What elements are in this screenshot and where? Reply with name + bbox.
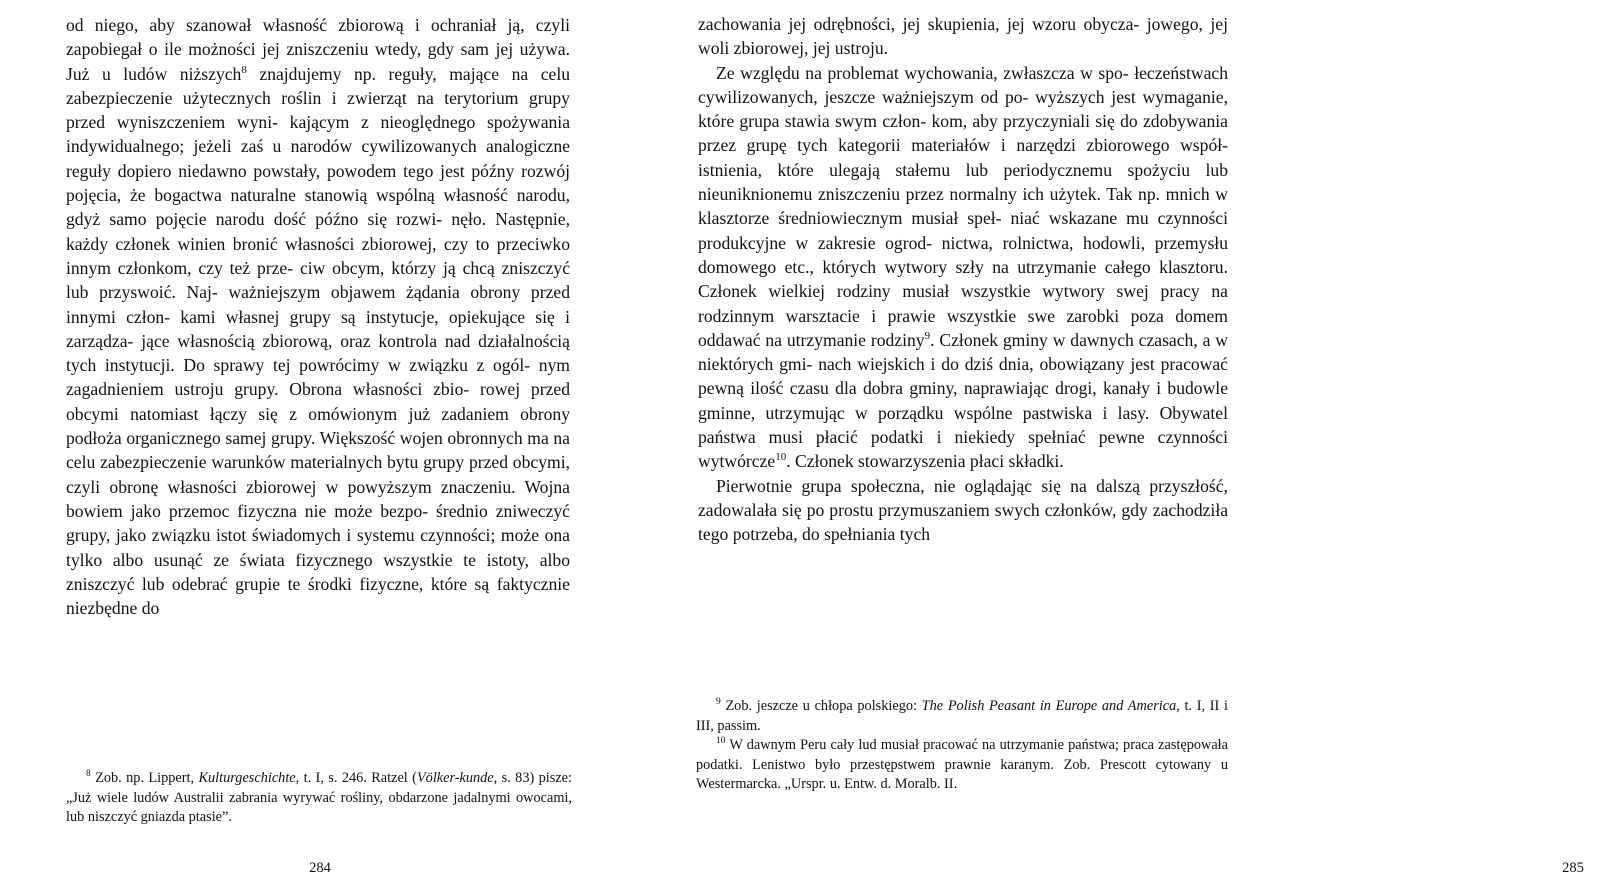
right-body-text (698, 12, 1228, 547)
text-line: obronę własności zbiorowej w powyższym znaczeniu. (109, 476, 516, 497)
left-paragraph (66, 13, 570, 620)
text-line: zachowania jej odrębności, jej skupienia, jej wzoru obycza- (698, 14, 1140, 34)
right-paragraph-3 (698, 474, 1228, 547)
text-line: sam jej używa. Już u ludów niższych (66, 39, 570, 84)
text-line-tail: znajdujemy np. (246, 63, 376, 84)
right-paragraph-1 (698, 12, 1228, 61)
text-line: i niekiedy spełniać pewne czynności wytwórcze (698, 427, 1228, 472)
text-line: czyli zapobiegał o ile możności jej zniszczeniu wtedy, gdy (66, 15, 570, 60)
footnote-marker: 9 (716, 697, 721, 707)
footnote-ref-9[interactable]: 9 (924, 329, 931, 342)
text-line: pastwiska i lasy. Obywatel państwa musi płacić podatki (698, 402, 1228, 448)
text-line: i zwierząt na terytorium grupy przed wyniszczeniem wyni- (66, 87, 570, 133)
text-line: nach wiejskich i do dziś dnia, obowiązany jest pracować (818, 354, 1228, 375)
footnote-title: The Polish Peasant in Europe and America (921, 698, 1177, 714)
text-line: średnio zniweczyć grupy, jako związku istot świadomych (66, 500, 570, 546)
right-paragraph-2 (698, 61, 1228, 474)
footnote-title: Kulturgeschichte (198, 770, 296, 786)
text-line: nęło. Następnie, każdy członek winien bronić własności (66, 209, 570, 254)
text-line: ciw obcym, którzy ją chcą zniszczyć lub przyswoić. Naj- (66, 257, 570, 303)
page-number: 285 (1562, 860, 1584, 876)
text-line: warunków materialnych bytu grupy przed obcymi, czyli (66, 452, 570, 497)
text-line: Członek wielkiej rodziny musiał wszystkie wytwory swej (698, 281, 1149, 302)
text-line: Tak np. mnich w klasztorze średniowiecznym musiał speł- (698, 184, 1228, 229)
text-line: od niego, aby szanował własność zbiorową i ochraniał ją, (66, 15, 525, 35)
text-line: tych instytucji. Do sprawy tej powrócimy w związku z ogól- (66, 355, 531, 376)
text-line: lub nieuniknionemu zniszczeniu przez normalny ich użytek. (698, 159, 1228, 205)
text-line: Członek gminy w dawnych czasach, a w niektórych gmi- (698, 329, 1228, 375)
text-line: kami własnej grupy są instytucje, opiekujące się i zarządza- (66, 306, 570, 351)
footnote-text: Zob. np. Lippert, (90, 770, 199, 786)
footnote-ref-10[interactable]: 10 (775, 451, 787, 464)
footnote-9 (696, 697, 1228, 736)
text-line: zadaniem obrony podłoża organicznego samej grupy. (66, 403, 570, 449)
text-line: nym zagadnieniem ustroju grupy. Obrona własności zbio- (66, 355, 570, 400)
text-line: przyszłość, zadowalała się po prostu przymuszaniem swych (698, 475, 1228, 520)
text-line: kom, aby przyczyniali się do zdobywania przez grupę (698, 111, 1228, 156)
text-line: pewną ilość czasu dla dobra gminy, naprawiając drogi, (698, 378, 1097, 399)
text-line: zbiorowej, czy to przeciwko innym członkom, czy też prze- (66, 233, 570, 278)
text-line: reguły, mające na celu zabezpieczenie użytecznych roślin (66, 63, 571, 108)
text-line: członków, gdy zachodziła tego potrzeba, do spełniania tych (698, 499, 1229, 545)
footnote-title: Völker-kunde (416, 770, 494, 786)
footnote-10 (696, 736, 1228, 795)
text-line: jowego, jej woli zbiorowej, jej ustroju. (698, 14, 1228, 59)
right-page (632, 0, 1584, 893)
text-line: których wytwory szły na utrzymanie całego klasztoru. (822, 256, 1228, 277)
text-line: łeczeństwach cywilizowanych, jeszcze ważniejszym od po- (698, 62, 1228, 107)
text-line: istnienia, które ulegają stałemu lub periodycznemu spożyciu (698, 159, 1191, 180)
text-line: grupie te środki fizyczne, które są faktycznie niezbędne do (66, 573, 570, 619)
text-line: narodu, gdyż samo pojęcie narodu dość późno się rozwi- (66, 185, 571, 230)
text-line: kającym z nieoględnego spożywania indywidualnego; jeżeli (66, 112, 570, 157)
text-line-tail: . Członek (786, 451, 854, 472)
footnote-marker: 10 (716, 736, 726, 747)
text-line: nictwa, rolnictwa, hodowli, przemysłu domowego etc., (698, 232, 1228, 277)
text-line: zarobki poza domem oddawać na utrzymanie rodziny (698, 305, 1228, 350)
footnote-ref-8[interactable]: 8 (241, 63, 247, 76)
left-page (0, 0, 632, 893)
text-line: stowarzyszenia płaci składki. (858, 451, 1064, 472)
text-line: Pierwotnie grupa społeczna, nie oglądając się na dalszą (716, 475, 1141, 496)
left-footnotes (66, 769, 572, 828)
footnote-8 (66, 769, 572, 828)
footnote-text: , t. I, s. 246. Ratzel ( (295, 770, 417, 786)
text-line: niać wskazane mu czynności produkcyjne w zakresie ogrod- (698, 208, 1228, 253)
text-line: fizycznego wszystkie te istoty, albo zniszczyć lub odebrać (66, 549, 571, 594)
text-line: i systemu czynności; może ona tylko albo usunąć ze świata (66, 525, 570, 570)
footnote-text: W dawnym Peru cały lud musiał pracować na utrzymanie państwa; praca zastępowała podatki. Lenistwo było przestępstwem prawnie karanym. Zob. Prescott cytowany u Westermarcka. „Urspr. u. Entw. d. Moralb. II. (696, 737, 1228, 793)
right-footnotes (696, 697, 1228, 795)
text-line: rowej przed obcymi natomiast łączy się z omówionym już (66, 379, 570, 424)
text-line: pracy na rodzinnym warsztacie i prawie wszystkie swe (698, 281, 1228, 326)
text-line: ważniejszym objawem żądania obrony przed innymi człon- (66, 282, 570, 327)
footnote-marker: 8 (86, 769, 91, 779)
text-line: zaś u narodów cywilizowanych analogiczne reguły dopiero (66, 136, 570, 181)
text-line: niedawno powstały, powodem tego jest późny rozwój (178, 160, 570, 181)
text-line: wyższych jest wymaganie, które grupa stawia swym człon- (698, 86, 1228, 132)
text-line: Większość wojen obronnych ma na celu zabezpieczenie (66, 428, 570, 473)
page-number: 284 (309, 860, 331, 876)
footnote-text: Zob. jeszcze u chłopa polskiego: (720, 698, 922, 714)
text-line: Wojna bowiem jako przemoc fizyczna nie może bezpo- (66, 476, 570, 521)
text-line: jące własnością zbiorową, oraz kontrola nad działalnością (141, 330, 570, 351)
text-line: Ze względu na problemat wychowania, zwłaszcza w spo- (716, 62, 1129, 83)
text-line: tych kategorii materiałów i narzędzi zbiorowego współ- (797, 135, 1228, 156)
text-line: kanały i budowle gminne, utrzymując w porządku wspólne (698, 378, 1228, 423)
text-line: pojęcia, że bogactwa naturalne stanowią wspólną własność (66, 185, 508, 206)
footnote-text: , t. I, II i III, passim. (696, 698, 1228, 734)
left-body-text (66, 13, 570, 620)
footnote-text: , s. 83) pisze: „Już wiele ludów Australii zabrania wyrywać rośliny, obdarzone jadalnymi owocami, lub niszczyć gniazda ptasie”. (66, 770, 572, 826)
text-line-tail: . (930, 329, 935, 350)
